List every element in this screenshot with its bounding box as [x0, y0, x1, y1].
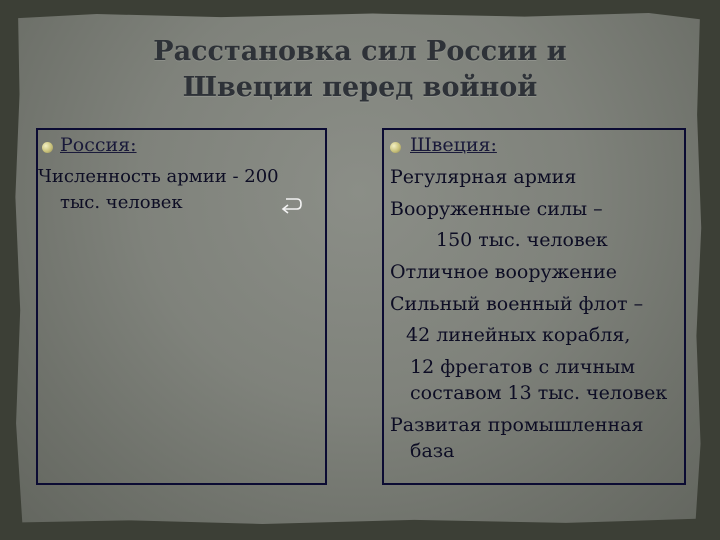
sweden-line-6: 42 линейных корабля, [406, 324, 631, 346]
bullet-dot-icon [390, 142, 401, 153]
russia-army-line1: Численность армии - 200 [38, 166, 279, 187]
sweden-line-5: Сильный военный флот – [390, 293, 644, 315]
sweden-heading: Швеция: [410, 134, 497, 156]
sweden-line-10: база [410, 440, 455, 462]
slide-title-line1: Расстановка сил России и [153, 36, 567, 67]
sweden-line-1: Регулярная армия [390, 166, 577, 188]
sweden-line-8: составом 13 тыс. человек [410, 382, 668, 404]
slide-title-line2: Швеции перед войной [182, 72, 538, 103]
sweden-line-3: 150 тыс. человек [436, 229, 608, 251]
bullet-dot-icon [42, 142, 53, 153]
sweden-line-2: Вооруженные силы – [390, 198, 603, 220]
russia-heading: Россия: [60, 134, 137, 156]
sweden-line-4: Отличное вооружение [390, 261, 617, 283]
return-arrow-icon[interactable] [280, 196, 304, 216]
sweden-line-9: Развитая промышленная [390, 414, 644, 436]
sweden-line-7: 12 фрегатов с личным [410, 356, 636, 378]
russia-army-line2: тыс. человек [60, 192, 183, 213]
